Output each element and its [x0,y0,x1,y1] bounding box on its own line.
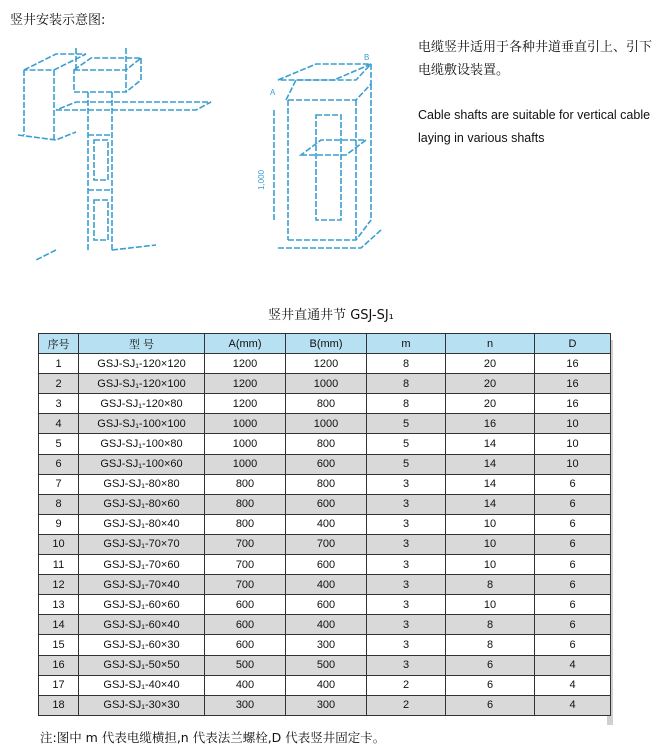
cell-d: 6 [535,555,611,575]
cell-m: 8 [367,374,446,394]
table-row [39,595,611,615]
cell-a: 600 [205,615,286,635]
cell-index: 4 [39,414,79,434]
table-row [39,454,611,474]
cell-index: 10 [39,534,79,554]
cell-n: 16 [446,414,535,434]
cell-b: 600 [286,595,367,615]
cell-a: 1000 [205,414,286,434]
cell-model: GSJ-SJ₁-70×40 [79,575,205,595]
cell-n: 8 [446,575,535,595]
col-header-index: 序号 [39,334,79,354]
cell-m: 2 [367,675,446,695]
cell-index: 12 [39,575,79,595]
cell-index: 13 [39,595,79,615]
col-header-model: 型 号 [79,334,205,354]
spec-table [38,333,611,716]
col-header-d: D [535,334,611,354]
table-row [39,354,611,374]
cell-d: 6 [535,615,611,635]
col-header-a: A(mm) [205,334,286,354]
cell-model: GSJ-SJ₁-100×60 [79,454,205,474]
cell-n: 10 [446,534,535,554]
cell-n: 14 [446,434,535,454]
section-title: 竖井安装示意图: [10,13,106,28]
cell-a: 500 [205,655,286,675]
table-title: 竖井直通井节 GSJ-SJ₁ [268,308,394,323]
cell-d: 6 [535,575,611,595]
cell-d: 16 [535,354,611,374]
cell-index: 1 [39,354,79,374]
cell-n: 14 [446,494,535,514]
col-header-m: m [367,334,446,354]
cell-n: 20 [446,354,535,374]
cell-d: 4 [535,655,611,675]
cell-a: 1000 [205,434,286,454]
cell-model: GSJ-SJ₁-80×40 [79,514,205,534]
cell-d: 10 [535,434,611,454]
cell-d: 6 [535,534,611,554]
cell-a: 700 [205,575,286,595]
cell-model: GSJ-SJ₁-60×40 [79,615,205,635]
table-row [39,555,611,575]
cell-model: GSJ-SJ₁-80×80 [79,474,205,494]
footnote: 注:图中 m 代表电缆横担,n 代表法兰螺栓,D 代表竖井固定卡。 [40,730,386,745]
cell-d: 4 [535,695,611,715]
cell-b: 400 [286,575,367,595]
label-a: A [270,88,276,97]
table-row [39,675,611,695]
cell-index: 16 [39,655,79,675]
cell-b: 300 [286,695,367,715]
label-dim: 1,000 [257,169,266,190]
cell-n: 10 [446,555,535,575]
cell-d: 6 [535,595,611,615]
cell-model: GSJ-SJ₁-60×30 [79,635,205,655]
cell-n: 6 [446,695,535,715]
cell-b: 300 [286,635,367,655]
cell-d: 6 [535,474,611,494]
cell-b: 400 [286,514,367,534]
cell-n: 8 [446,635,535,655]
cell-a: 800 [205,494,286,514]
cell-m: 5 [367,434,446,454]
cell-n: 14 [446,454,535,474]
cell-m: 5 [367,414,446,434]
cell-a: 700 [205,555,286,575]
cell-model: GSJ-SJ₁-100×100 [79,414,205,434]
table-row [39,494,611,514]
table-row [39,635,611,655]
table-row [39,695,611,715]
cell-m: 8 [367,394,446,414]
cell-a: 1200 [205,394,286,414]
cell-n: 10 [446,595,535,615]
cell-m: 8 [367,354,446,374]
cell-index: 7 [39,474,79,494]
cell-d: 16 [535,374,611,394]
cell-b: 800 [286,474,367,494]
cell-model: GSJ-SJ₁-120×100 [79,374,205,394]
cell-b: 700 [286,534,367,554]
cell-a: 300 [205,695,286,715]
installation-diagram [16,40,406,265]
cell-d: 16 [535,394,611,414]
col-header-b: B(mm) [286,334,367,354]
cell-m: 5 [367,454,446,474]
cell-b: 500 [286,655,367,675]
cell-n: 10 [446,514,535,534]
table-row [39,514,611,534]
cell-model: GSJ-SJ₁-120×80 [79,394,205,414]
cell-model: GSJ-SJ₁-40×40 [79,675,205,695]
cell-d: 4 [535,675,611,695]
cell-n: 6 [446,655,535,675]
table-row [39,575,611,595]
cell-b: 600 [286,555,367,575]
cell-m: 3 [367,615,446,635]
cell-b: 800 [286,394,367,414]
cell-d: 10 [535,414,611,434]
table-row [39,615,611,635]
table-row [39,474,611,494]
cell-index: 3 [39,394,79,414]
cell-n: 6 [446,675,535,695]
cell-m: 3 [367,595,446,615]
cell-b: 1200 [286,354,367,374]
cell-b: 600 [286,454,367,474]
cell-b: 1000 [286,374,367,394]
cell-index: 17 [39,675,79,695]
cell-d: 6 [535,494,611,514]
cell-index: 14 [39,615,79,635]
cell-a: 400 [205,675,286,695]
cell-m: 3 [367,494,446,514]
cell-a: 1200 [205,354,286,374]
cell-index: 11 [39,555,79,575]
cell-b: 800 [286,434,367,454]
cell-m: 3 [367,555,446,575]
cell-m: 3 [367,655,446,675]
cell-d: 10 [535,454,611,474]
table-row [39,394,611,414]
cell-a: 1200 [205,374,286,394]
cell-a: 800 [205,474,286,494]
cell-index: 2 [39,374,79,394]
table-row [39,434,611,454]
cell-model: GSJ-SJ₁-70×60 [79,555,205,575]
cell-index: 15 [39,635,79,655]
cell-d: 6 [535,635,611,655]
col-header-n: n [446,334,535,354]
cell-a: 600 [205,595,286,615]
cell-model: GSJ-SJ₁-50×50 [79,655,205,675]
cell-b: 1000 [286,414,367,434]
cell-a: 600 [205,635,286,655]
cell-m: 3 [367,474,446,494]
description-cn: 电缆竖井适用于各种井道垂直引上、引下电缆敷设装置。 [418,40,653,78]
cell-model: GSJ-SJ₁-80×60 [79,494,205,514]
cell-index: 8 [39,494,79,514]
cell-model: GSJ-SJ₁-100×80 [79,434,205,454]
table-row [39,374,611,394]
cell-model: GSJ-SJ₁-120×120 [79,354,205,374]
cell-d: 6 [535,514,611,534]
cell-m: 3 [367,514,446,534]
cell-b: 600 [286,494,367,514]
cell-m: 3 [367,534,446,554]
description-en: Cable shafts are suitable for vertical cable laying in various shafts [418,108,651,145]
cell-n: 20 [446,394,535,414]
cell-m: 3 [367,635,446,655]
cell-b: 400 [286,615,367,635]
cell-b: 400 [286,675,367,695]
cell-index: 9 [39,514,79,534]
table-body [39,354,611,716]
cell-n: 8 [446,615,535,635]
cell-n: 20 [446,374,535,394]
cell-index: 18 [39,695,79,715]
table-row [39,655,611,675]
cell-index: 5 [39,434,79,454]
table-header-row [39,334,611,354]
table-row [39,534,611,554]
cell-a: 1000 [205,454,286,474]
cell-model: GSJ-SJ₁-70×70 [79,534,205,554]
cell-model: GSJ-SJ₁-30×30 [79,695,205,715]
cell-index: 6 [39,454,79,474]
cell-m: 3 [367,575,446,595]
cell-n: 14 [446,474,535,494]
cell-model: GSJ-SJ₁-60×60 [79,595,205,615]
cell-a: 700 [205,534,286,554]
table-row [39,414,611,434]
cell-m: 2 [367,695,446,715]
label-b: B [364,53,370,62]
cell-a: 800 [205,514,286,534]
